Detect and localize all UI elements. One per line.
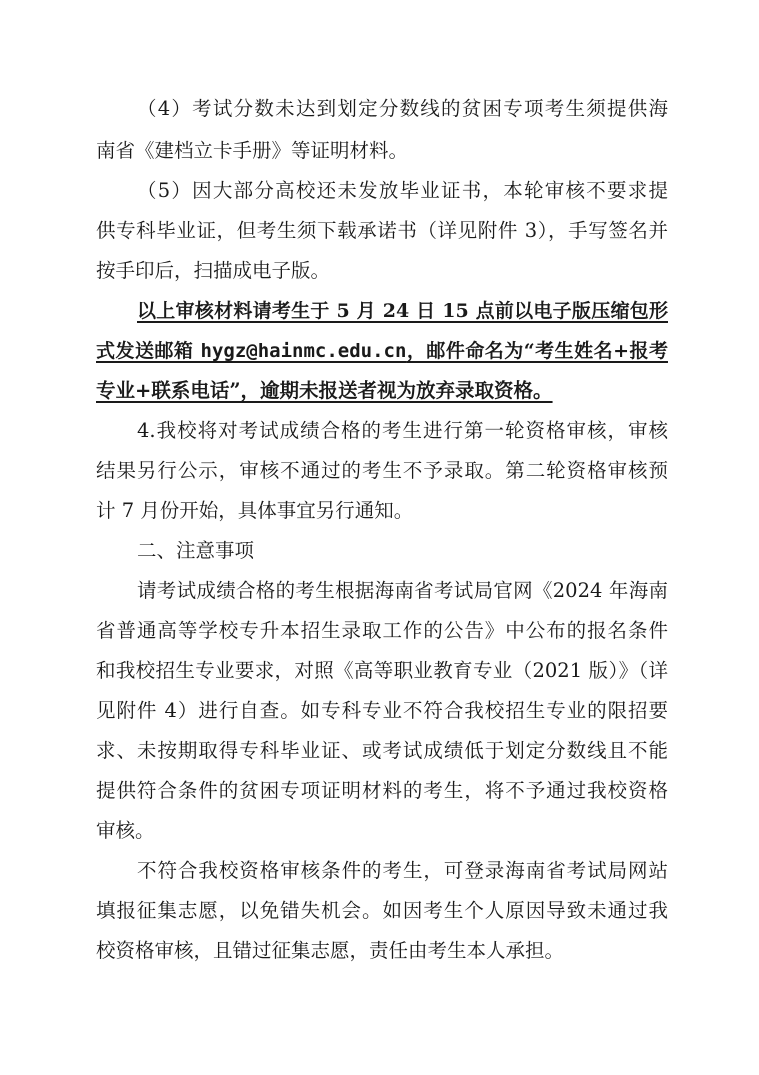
notice-line-2-suffix: ，邮件命名为“考生姓名+报考 [406, 340, 668, 362]
paragraph-4-line-1: （4）考试分数未达到划定分数线的贫困专项考生须提供海 [137, 97, 668, 120]
notice-line-2-prefix: 式发送邮箱 [96, 340, 201, 362]
item-4-line-3: 计 7 月份开始，具体事宜另行通知。 [96, 499, 414, 522]
final-paragraph-line-3: 校资格审核，且错过征集志愿，责任由考生本人承担。 [96, 939, 565, 962]
paragraph-5-line-2: 供专科毕业证，但考生须下载承诺书（详见附件 3），手写签名并 [96, 219, 668, 242]
check-paragraph-line-1: 请考试成绩合格的考生根据海南省考试局官网《2024 年海南 [137, 579, 668, 602]
check-paragraph-line-4: 见附件 4）进行自查。如专科专业不符合我校招生专业的限招要 [96, 699, 668, 722]
section-2-heading: 二、注意事项 [137, 539, 255, 562]
final-paragraph-line-1: 不符合我校资格审核条件的考生，可登录海南省考试局网站 [137, 859, 668, 882]
item-4-line-1: 4.我校将对考试成绩合格的考生进行第一轮资格审核，审核 [137, 419, 668, 442]
paragraph-4-line-2: 南省《建档立卡手册》等证明材料。 [96, 139, 409, 162]
check-paragraph-line-7: 审核。 [96, 819, 155, 842]
item-4-line-2: 结果另行公示，审核不通过的考生不予录取。第二轮资格审核预 [96, 459, 668, 482]
check-paragraph-line-6: 提供符合条件的贫困专项证明材料的考生，将不予通过我校资格 [96, 779, 668, 802]
final-paragraph-line-2: 填报征集志愿，以免错失机会。如因考生个人原因导致未通过我 [96, 899, 668, 922]
notice-line-3: 专业+联系电话”，逾期未报送者视为放弃录取资格。 [96, 379, 553, 402]
notice-line-1: 以上审核材料请考生于 5 月 24 日 15 点前以电子版压缩包形 [137, 300, 668, 322]
check-paragraph-line-2: 省普通高等学校专升本招生录取工作的公告》中公布的报名条件 [96, 619, 668, 642]
check-paragraph-line-3: 和我校招生专业要求，对照《高等职业教育专业（2021 版）》（详 [96, 659, 668, 682]
check-paragraph-line-5: 求、未按期取得专科毕业证、或考试成绩低于划定分数线且不能 [96, 739, 668, 762]
notice-line-2 [96, 338, 668, 366]
paragraph-5-line-1: （5）因大部分高校还未发放毕业证书，本轮审核不要求提 [137, 179, 668, 202]
paragraph-5-line-3: 按手印后，扫描成电子版。 [96, 259, 331, 282]
email-address: hygz@hainmc.edu.cn [200, 340, 407, 362]
